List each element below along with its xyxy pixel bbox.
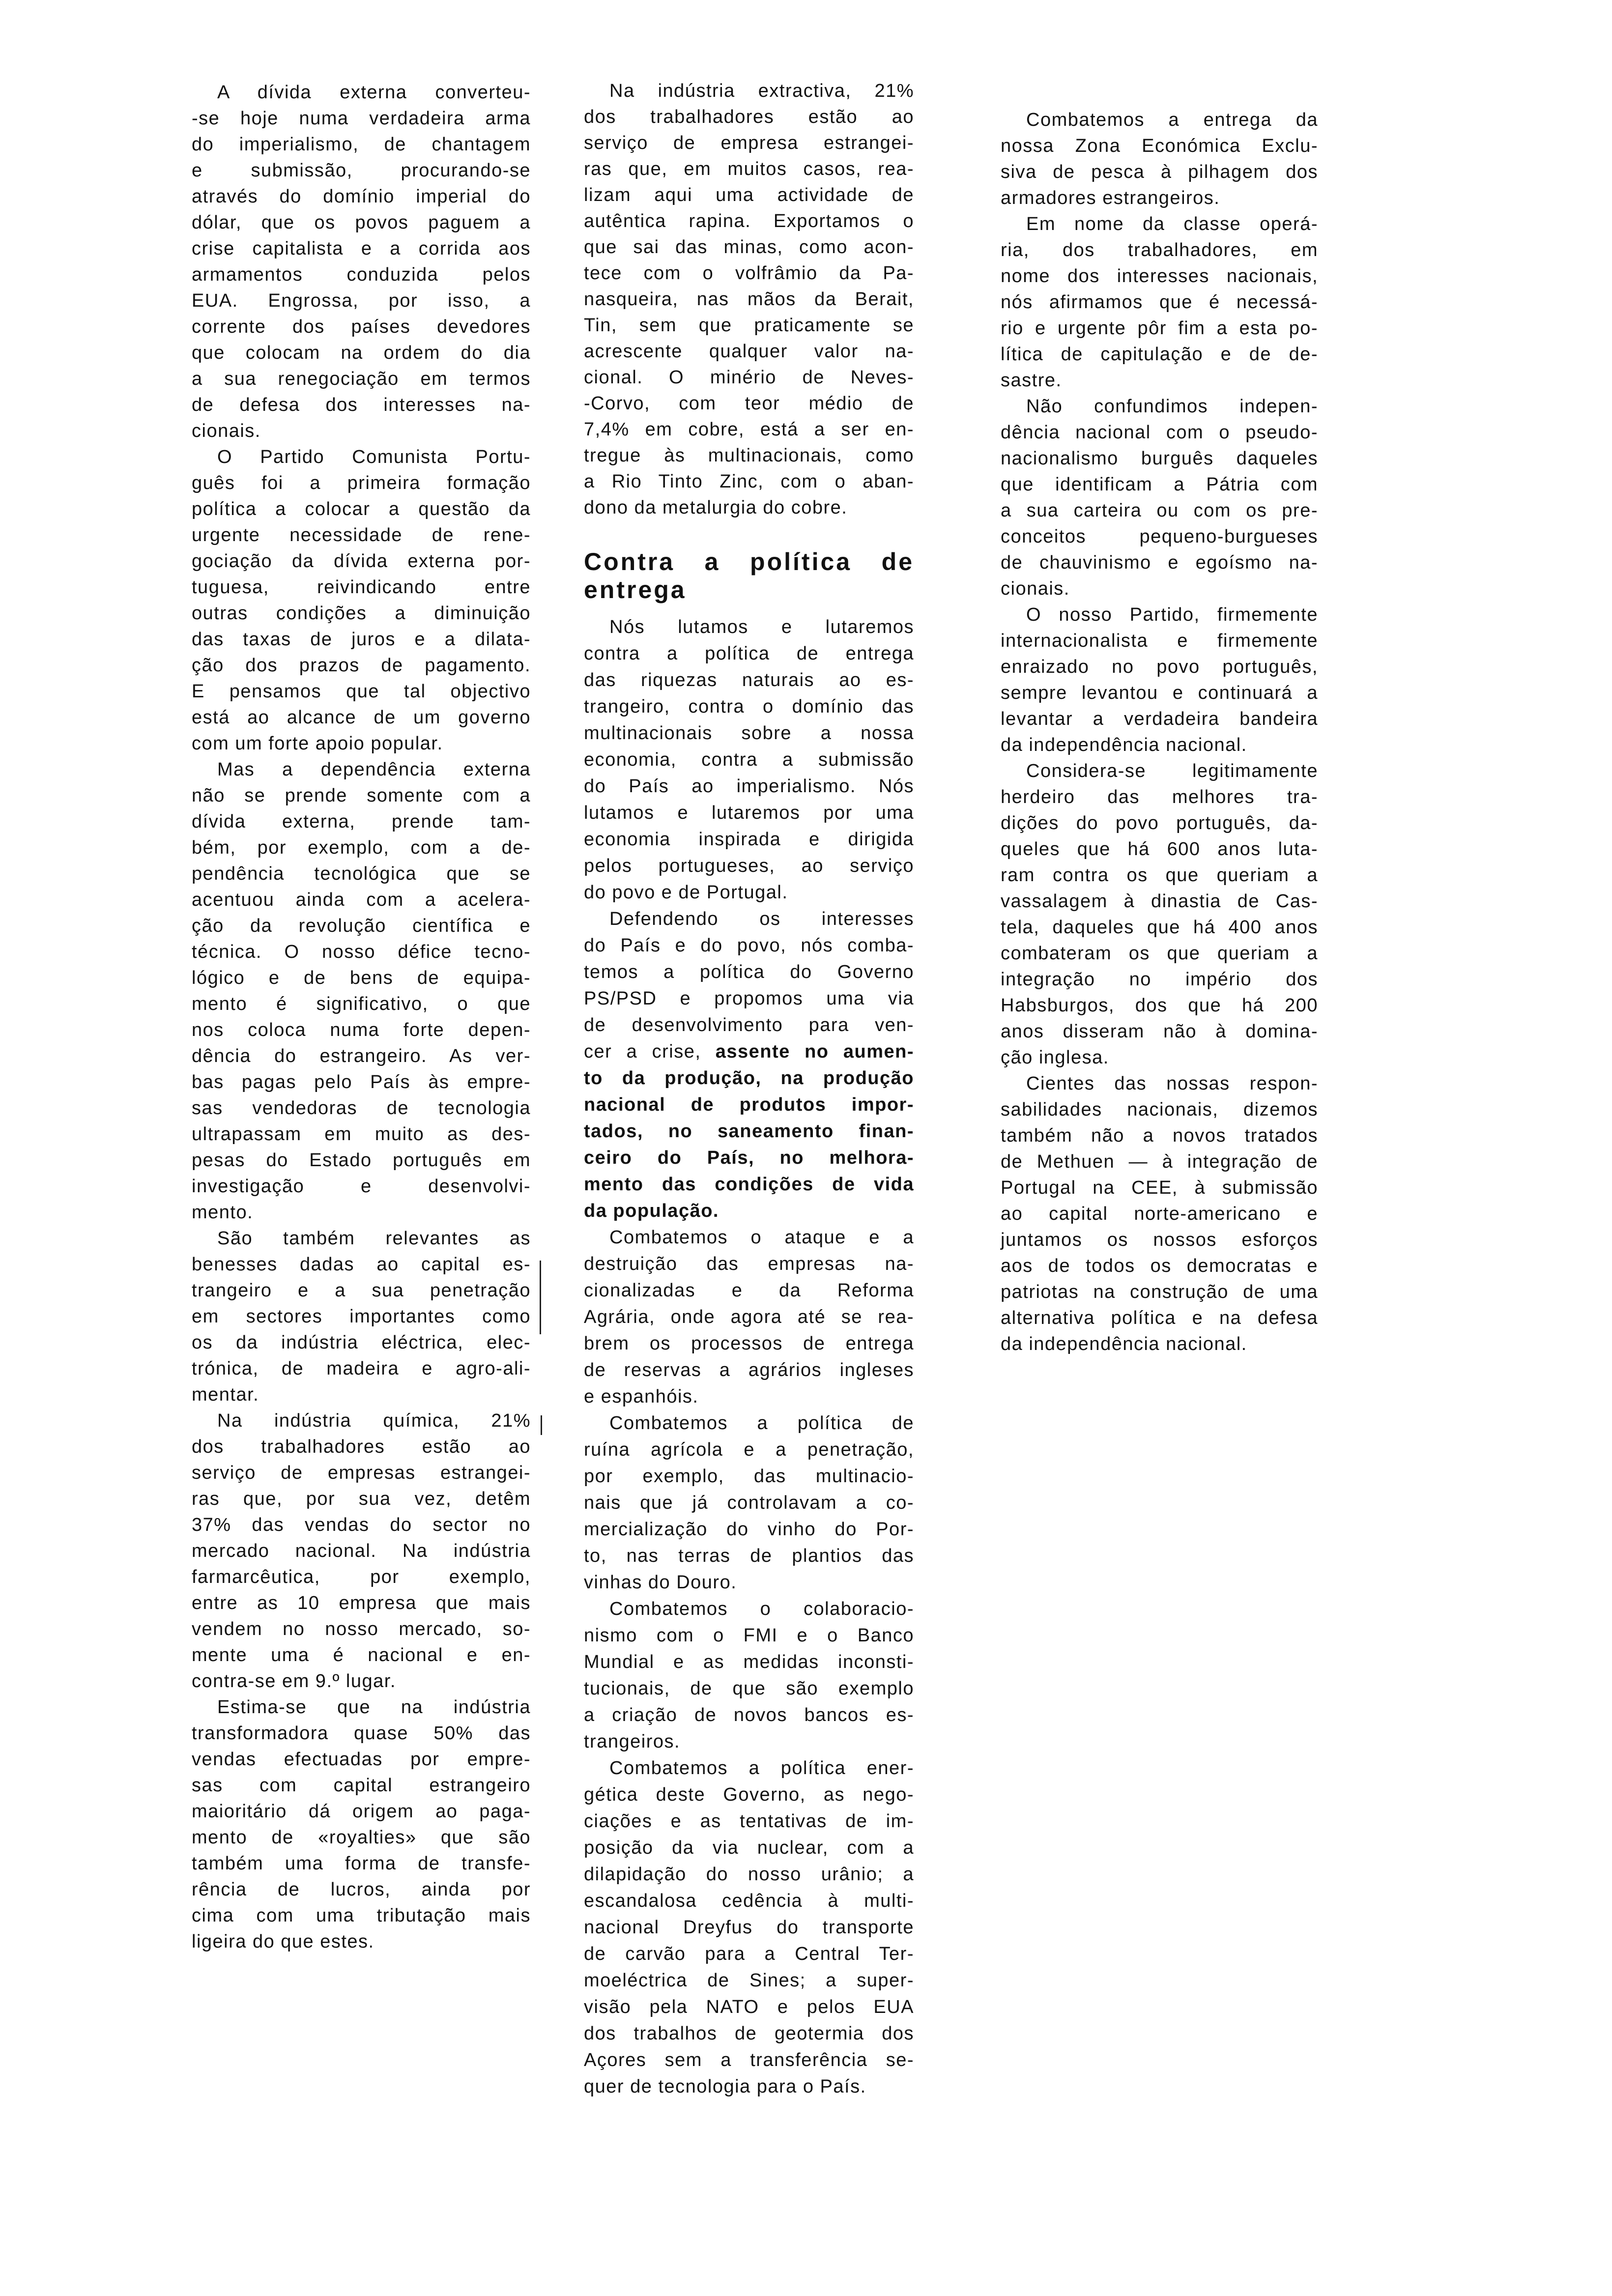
text-line: mento de «royalties» que são: [192, 1827, 531, 1848]
text-line: ram contra os que queriam a: [1001, 865, 1318, 886]
paragraph: [192, 757, 531, 1226]
text-line: tregue às multinacionais, como: [584, 445, 914, 466]
text-line: cional. O minério de Neves-: [584, 367, 914, 388]
text-line: dos trabalhadores estão ao: [192, 1436, 531, 1457]
text-line: sabilidades nacionais, dizemos: [1001, 1099, 1318, 1120]
text-line: escandalosa cedência à multi-: [584, 1891, 914, 1911]
text-line: [584, 1198, 914, 1224]
text-line: siva de pesca à pilhagem dos: [1001, 162, 1318, 182]
text-line: cionais.: [192, 421, 261, 441]
text-line: São também relevantes as: [217, 1228, 531, 1249]
text-line: levantar a verdadeira bandeira: [1001, 709, 1318, 729]
text-line: Mas a dependência externa: [217, 759, 531, 780]
text-line: PS/PSD e propomos uma via: [584, 988, 914, 1009]
text-line: aos de todos os democratas e: [1001, 1256, 1318, 1276]
article-column-1: [192, 80, 531, 1955]
text-line: Combatemos a entrega da: [1026, 110, 1318, 130]
text-line: Nós lutamos e lutaremos: [609, 617, 914, 637]
text-line: trónica, de madeira e agro-ali-: [192, 1358, 531, 1379]
text-line: a sua renegociação em termos: [192, 369, 531, 389]
text-line: do imperialismo, de chantagem: [192, 134, 531, 155]
text-line: mercialização do vinho do Por-: [584, 1519, 914, 1540]
text-line: alternativa política e na defesa: [1001, 1308, 1318, 1328]
bold-text-segment: assente no aumen-: [715, 1041, 914, 1062]
text-line: sempre levantou e continuará a: [1001, 683, 1318, 703]
text-line: rência de lucros, ainda por: [192, 1879, 531, 1900]
text-line: anos disseram não à domina-: [1001, 1021, 1318, 1042]
text-line: Tin, sem que praticamente se: [584, 315, 914, 336]
heading-line: entrega: [584, 576, 687, 603]
text-line: Combatemos a política de: [609, 1413, 914, 1434]
text-line: benesses dadas ao capital es-: [192, 1254, 531, 1275]
text-line: bém, por exemplo, com a de-: [192, 837, 531, 858]
text-line: EUA. Engrossa, por isso, a: [192, 290, 531, 311]
text-line: ção inglesa.: [1001, 1047, 1109, 1068]
text-line: das riquezas naturais ao es-: [584, 670, 914, 690]
text-line: a criação de novos bancos es-: [584, 1705, 914, 1725]
paragraph: [192, 1408, 531, 1694]
text-line: nome dos interesses nacionais,: [1001, 266, 1318, 287]
text-line: a sua carteira ou com os pre-: [1001, 500, 1318, 521]
text-line: sastre.: [1001, 370, 1062, 391]
paragraph: [192, 80, 531, 444]
paragraph: [1001, 107, 1318, 211]
text-line: internacionalista e firmemente: [1001, 631, 1318, 651]
bold-text-segment: to da produção, na produção: [584, 1068, 914, 1089]
paragraph: [1001, 394, 1318, 602]
bold-text-segment: tados, no saneamento finan-: [584, 1121, 914, 1142]
text-line: Na indústria química, 21%: [217, 1410, 531, 1431]
text-line: de chauvinismo e egoísmo na-: [1001, 552, 1318, 573]
text-line: ciações e as tentativas de im-: [584, 1811, 914, 1832]
text-line: patriotas na construção de uma: [1001, 1282, 1318, 1302]
paragraph: [584, 906, 914, 1224]
text-line: queles que há 600 anos luta-: [1001, 839, 1318, 860]
text-line: nismo com o FMI e o Banco: [584, 1625, 914, 1646]
text-line: mercado nacional. Na indústria: [192, 1541, 531, 1561]
text-line: a Rio Tinto Zinc, com o aban-: [584, 471, 914, 492]
text-line: dência nacional com o pseudo-: [1001, 422, 1318, 443]
text-line: dono da metalurgia do cobre.: [584, 497, 848, 518]
text-line: pendência tecnológica que se: [192, 863, 531, 884]
text-line: de carvão para a Central Ter-: [584, 1944, 914, 1964]
paragraph: [1001, 758, 1318, 1071]
text-line: nais que já controlavam a co-: [584, 1492, 914, 1513]
text-line: os da indústria eléctrica, elec-: [192, 1332, 531, 1353]
text-line: [584, 1091, 914, 1118]
text-line: tela, daqueles que há 400 anos: [1001, 917, 1318, 938]
text-line: corrente dos países devedores: [192, 316, 531, 337]
text-line: outras condições a diminuição: [192, 603, 531, 624]
text-line: 7,4% em cobre, está a ser en-: [584, 419, 914, 440]
text-line: juntamos os nossos esforços: [1001, 1230, 1318, 1250]
text-line: ao capital norte-americano e: [1001, 1204, 1318, 1224]
text-line: do País e do povo, nós comba-: [584, 935, 914, 956]
text-line: integração no império dos: [1001, 969, 1318, 990]
text-line: farmarcêutica, por exemplo,: [192, 1567, 531, 1587]
text-line: temos a política do Governo: [584, 962, 914, 982]
heading-line: Contra a política de: [584, 548, 914, 575]
text-line: dência do estrangeiro. As ver-: [192, 1046, 531, 1066]
paragraph: [584, 614, 914, 906]
text-line: ção da revolução científica e: [192, 916, 531, 936]
text-line: ras que, por sua vez, detêm: [192, 1489, 531, 1509]
text-line: da independência nacional.: [1001, 735, 1247, 755]
paragraph: [192, 444, 531, 757]
text-line: dos trabalhos de geotermia dos: [584, 2023, 914, 2044]
text-line: nasqueira, nas mãos da Berait,: [584, 289, 914, 310]
text-line: por exemplo, das multinacio-: [584, 1466, 914, 1487]
text-line: combateram os que queriam a: [1001, 943, 1318, 964]
text-line: mento.: [192, 1202, 254, 1223]
text-line: contra-se em 9.º lugar.: [192, 1671, 396, 1692]
text-line: multinacionais sobre a nossa: [584, 723, 914, 744]
text-line: vendem no nosso mercado, so-: [192, 1619, 531, 1639]
text-line: ultrapassam em muito as des-: [192, 1124, 531, 1145]
text-line: guês foi a primeira formação: [192, 473, 531, 493]
text-line: cima com uma tributação mais: [192, 1905, 531, 1926]
paragraph: [1001, 602, 1318, 758]
text-line: acentuou ainda com a acelera-: [192, 890, 531, 910]
text-line: pelos portugueses, ao serviço: [584, 856, 914, 876]
paragraph: [1001, 1071, 1318, 1357]
text-line: Combatemos a política ener-: [609, 1758, 914, 1779]
text-line: vinhas do Douro.: [584, 1572, 737, 1593]
text-line: E pensamos que tal objectivo: [192, 681, 531, 702]
text-line: vendas efectuadas por empre-: [192, 1749, 531, 1770]
text-line: maioritário dá origem ao paga-: [192, 1801, 531, 1822]
text-line: nos coloca numa forte depen-: [192, 1020, 531, 1040]
text-line: ção dos prazos de pagamento.: [192, 655, 531, 676]
text-line: nacionalismo burguês daqueles: [1001, 448, 1318, 469]
text-line: tucionais, de que são exemplo: [584, 1678, 914, 1699]
text-line: Açores sem a transferência se-: [584, 2050, 914, 2070]
text-line: [584, 1118, 914, 1145]
text-line: técnica. O nosso défice tecno-: [192, 942, 531, 962]
text-line: lítica de capitulação e de de-: [1001, 344, 1318, 365]
text-line: rio e urgente pôr fim a esta po-: [1001, 318, 1318, 339]
text-line: lizam aqui uma actividade de: [584, 185, 914, 205]
text-line: de desenvolvimento para ven-: [584, 1015, 914, 1035]
text-line: [584, 1038, 914, 1065]
bold-text-segment: nacional de produtos impor-: [584, 1094, 914, 1115]
article-column-2: [584, 78, 914, 2100]
text-line: nacional Dreyfus do transporte: [584, 1917, 914, 1938]
text-line: lógico e de bens de equipa-: [192, 968, 531, 988]
text-line: [584, 1171, 914, 1198]
text-line: dívida externa, prende tam-: [192, 811, 531, 832]
text-segment: cer a crise,: [584, 1041, 716, 1062]
text-line: O nosso Partido, firmemente: [1026, 604, 1318, 625]
text-line: trangeiro e a sua penetração: [192, 1280, 531, 1301]
text-line: e submissão, procurando-se: [192, 160, 531, 181]
text-line: não se prende somente com a: [192, 785, 531, 806]
text-line: cionais.: [1001, 578, 1070, 599]
text-line: economia inspirada e dirigida: [584, 829, 914, 850]
text-line: também não a novos tratados: [1001, 1125, 1318, 1146]
text-line: A dívida externa converteu-: [217, 82, 531, 103]
text-line: entre as 10 empresa que mais: [192, 1593, 531, 1613]
text-line: nós afirmamos que é necessá-: [1001, 292, 1318, 313]
scan-artifact-mark: [541, 1415, 542, 1435]
text-line: Habsburgos, dos que há 200: [1001, 995, 1318, 1016]
paragraph: [192, 1226, 531, 1408]
text-line: Portugal na CEE, à submissão: [1001, 1177, 1318, 1198]
text-line: Considera-se legitimamente: [1026, 761, 1318, 781]
text-line: também uma forma de transfe-: [192, 1853, 531, 1874]
text-line: transformadora quase 50% das: [192, 1723, 531, 1744]
text-line: herdeiro das melhores tra-: [1001, 787, 1318, 807]
text-line: em sectores importantes como: [192, 1306, 531, 1327]
text-line: O Partido Comunista Portu-: [217, 447, 531, 467]
text-line: de reservas a agrários ingleses: [584, 1360, 914, 1380]
text-line: pesas do Estado português em: [192, 1150, 531, 1171]
text-line: através do domínio imperial do: [192, 186, 531, 207]
text-line: destruição das empresas na-: [584, 1254, 914, 1274]
text-line: armamentos conduzida pelos: [192, 264, 531, 285]
paragraph: [584, 78, 914, 521]
section-heading: [584, 548, 914, 604]
text-line: [584, 1145, 914, 1171]
text-line: serviço de empresas estrangei-: [192, 1463, 531, 1483]
text-line: brem os processos de entrega: [584, 1333, 914, 1354]
text-line: sas vendedoras de tecnologia: [192, 1098, 531, 1119]
text-line: 37% das vendas do sector no: [192, 1515, 531, 1535]
text-line: da independência nacional.: [1001, 1334, 1247, 1354]
text-line: nossa Zona Económica Exclu-: [1001, 136, 1318, 156]
text-line: quer de tecnologia para o País.: [584, 2076, 866, 2097]
text-line: trangeiro, contra o domínio das: [584, 696, 914, 717]
text-line: que colocam na ordem do dia: [192, 343, 531, 363]
paragraph: [584, 1224, 914, 1410]
text-line: autêntica rapina. Exportamos o: [584, 211, 914, 231]
bold-text-segment: da população.: [584, 1201, 719, 1221]
text-line: dições do povo português, da-: [1001, 813, 1318, 833]
bold-text-segment: ceiro do País, no melhora-: [584, 1148, 914, 1168]
text-line: economia, contra a submissão: [584, 749, 914, 770]
text-line: sas com capital estrangeiro: [192, 1775, 531, 1796]
text-line: Cientes das nossas respon-: [1026, 1073, 1318, 1094]
text-line: ras que, em muitos casos, rea-: [584, 159, 914, 179]
text-line: do povo e de Portugal.: [584, 882, 788, 903]
text-line: Estima-se que na indústria: [217, 1697, 531, 1718]
text-line: contra a política de entrega: [584, 643, 914, 664]
paragraph: [1001, 211, 1318, 394]
text-line: tece com o volfrâmio da Pa-: [584, 263, 914, 284]
text-line: gética deste Governo, as nego-: [584, 1784, 914, 1805]
scan-artifact-mark: [540, 1261, 541, 1334]
text-line: Na indústria extractiva, 21%: [609, 81, 914, 101]
text-line: posição da via nuclear, com a: [584, 1837, 914, 1858]
text-line: e espanhóis.: [584, 1386, 699, 1407]
text-line: dólar, que os povos paguem a: [192, 212, 531, 233]
text-line: mentar.: [192, 1384, 259, 1405]
text-line: lutamos e lutaremos por uma: [584, 803, 914, 823]
text-line: ria, dos trabalhadores, em: [1001, 240, 1318, 260]
text-line: gociação da dívida externa por-: [192, 551, 531, 572]
text-line: -Corvo, com teor médio de: [584, 393, 914, 414]
text-line: com um forte apoio popular.: [192, 733, 443, 754]
text-line: está ao alcance de um governo: [192, 707, 531, 728]
text-line: armadores estrangeiros.: [1001, 188, 1220, 208]
text-line: política a colocar a questão da: [192, 499, 531, 519]
text-line: [584, 1065, 914, 1091]
text-line: conceitos pequeno-burgueses: [1001, 526, 1318, 547]
bold-text-segment: mento das condições de vida: [584, 1174, 914, 1195]
text-line: que identificam a Pátria com: [1001, 474, 1318, 495]
text-line: Agrária, onde agora até se rea-: [584, 1307, 914, 1327]
text-line: ligeira do que estes.: [192, 1931, 374, 1952]
text-line: visão pela NATO e pelos EUA: [584, 1997, 914, 2017]
text-line: Combatemos o colaboracio-: [609, 1599, 914, 1619]
text-line: das taxas de juros e a dilata-: [192, 629, 531, 650]
text-line: dos trabalhadores estão ao: [584, 107, 914, 127]
text-line: mente uma é nacional e en-: [192, 1645, 531, 1665]
text-line: investigação e desenvolvi-: [192, 1176, 531, 1197]
text-line: Mundial e as medidas inconsti-: [584, 1652, 914, 1672]
text-line: -se hoje numa verdadeira arma: [192, 108, 531, 129]
text-line: crise capitalista e a corrida aos: [192, 238, 531, 259]
article-column-3: [1001, 107, 1318, 1357]
text-line: dilapidação do nosso urânio; a: [584, 1864, 914, 1885]
paragraph: [192, 1694, 531, 1955]
text-line: cionalizadas e da Reforma: [584, 1280, 914, 1301]
text-line: Defendendo os interesses: [609, 909, 914, 929]
paragraph: [584, 1410, 914, 1596]
text-line: bas pagas pelo País às empre-: [192, 1072, 531, 1092]
text-line: ruína agrícola e a penetração,: [584, 1439, 914, 1460]
text-line: enraizado no povo português,: [1001, 657, 1318, 677]
text-line: de defesa dos interesses na-: [192, 395, 531, 415]
text-line: Combatemos o ataque e a: [609, 1227, 914, 1248]
paragraph: [584, 1596, 914, 1755]
text-line: to, nas terras de plantios das: [584, 1546, 914, 1566]
text-line: urgente necessidade de rene-: [192, 525, 531, 545]
text-line: tuguesa, reivindicando entre: [192, 577, 531, 598]
text-line: moeléctrica de Sines; a super-: [584, 1970, 914, 1991]
text-line: Em nome da classe operá-: [1026, 214, 1318, 234]
text-line: trangeiros.: [584, 1731, 681, 1752]
text-line: que sai das minas, como acon-: [584, 237, 914, 258]
text-line: do País ao imperialismo. Nós: [584, 776, 914, 797]
text-line: mento é significativo, o que: [192, 994, 531, 1014]
text-line: vassalagem à dinastia de Cas-: [1001, 891, 1318, 912]
paragraph: [584, 1755, 914, 2100]
text-line: acrescente qualquer valor na-: [584, 341, 914, 362]
text-line: de Methuen — à integração de: [1001, 1151, 1318, 1172]
text-line: Não confundimos indepen-: [1026, 396, 1318, 417]
text-line: serviço de empresa estrangei-: [584, 133, 914, 153]
